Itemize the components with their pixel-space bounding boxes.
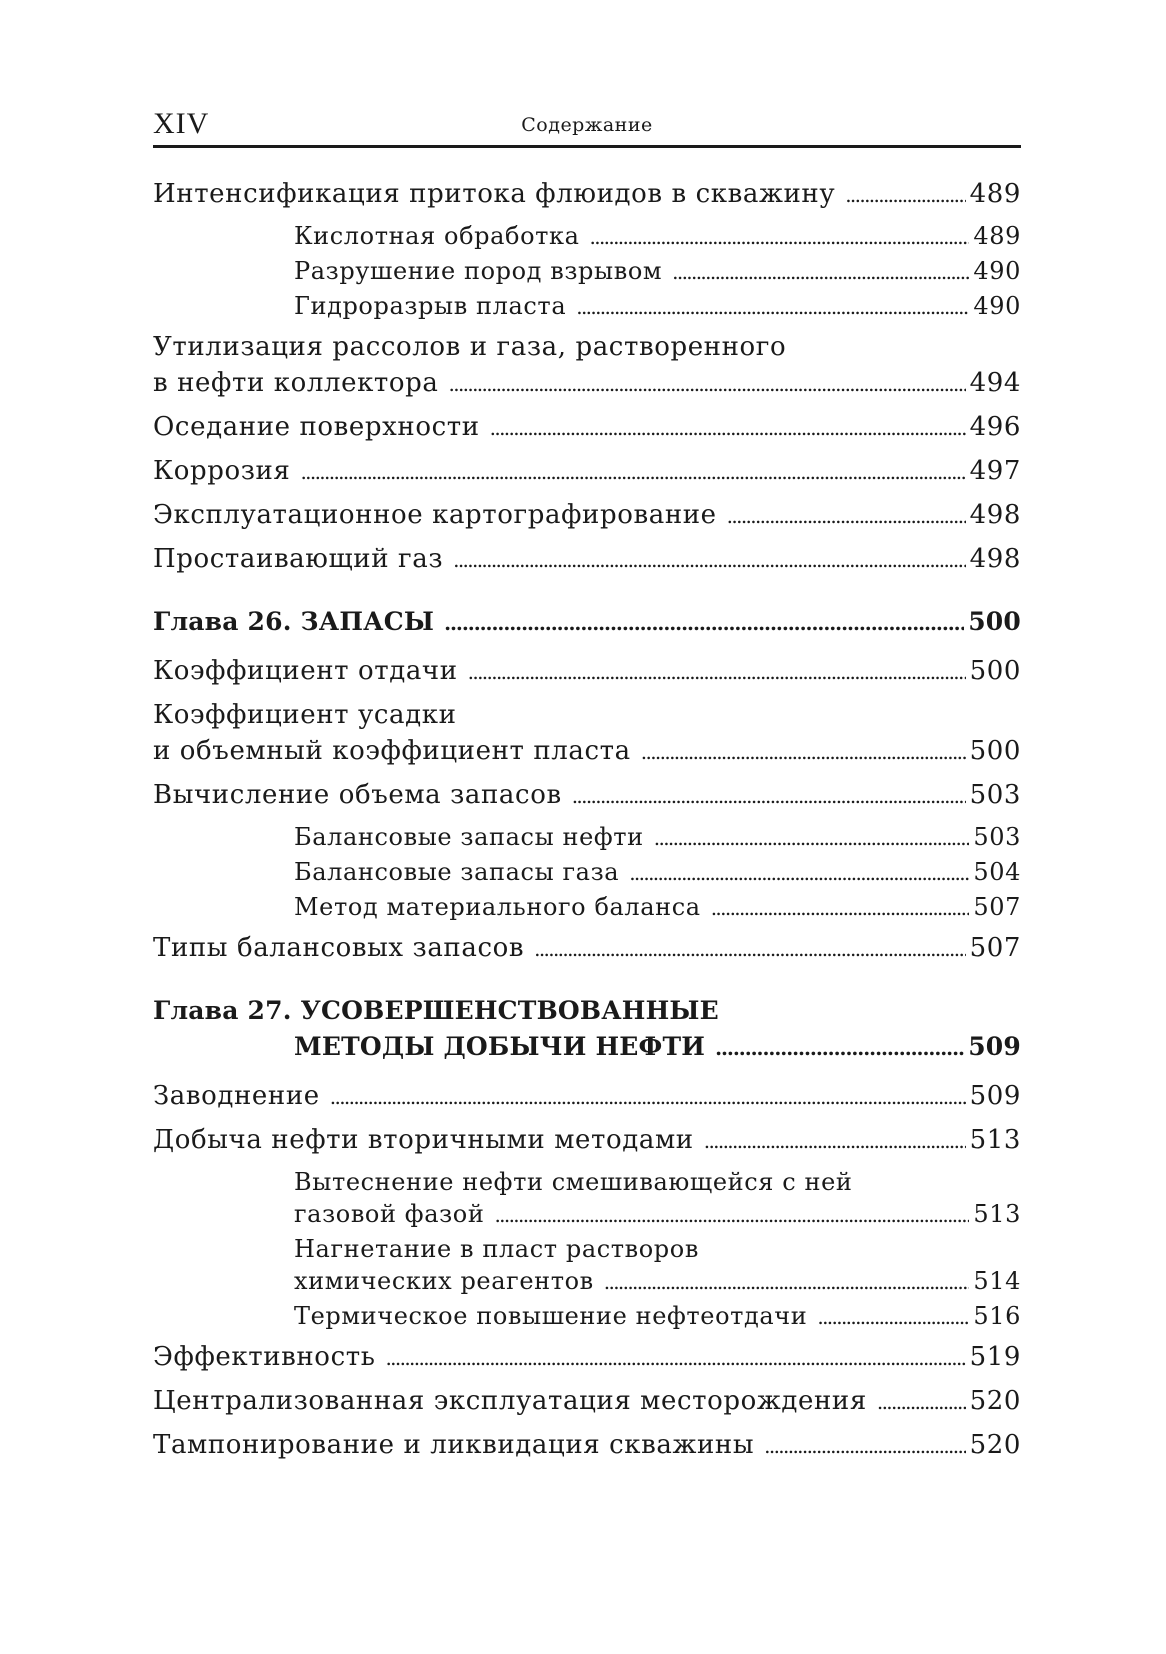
toc-entry-page: 504 [973,858,1021,886]
toc-entry-title: Коррозия [153,456,291,486]
dot-leader [444,604,964,641]
toc-entry-section [153,697,1021,770]
toc-entry-sub [153,891,1021,924]
toc-entry-title: Эффективность [153,1342,376,1372]
toc-entry-sub [153,821,1021,854]
toc-entry-page: 500 [968,607,1021,636]
running-title: Содержание [521,114,653,136]
toc-entry-title: химических реагентов [294,1267,594,1295]
toc-entry-sub [153,290,1021,323]
page-header [153,103,1021,148]
toc-entry-section [153,1078,1021,1115]
toc-entry-page: 520 [969,1430,1021,1460]
dot-leader [817,1300,969,1333]
toc-entry-page: 513 [973,1200,1021,1228]
toc-entry-title: Глава 27. УСОВЕРШЕНСТВОВАННЫЕ [153,996,719,1025]
dot-leader [490,409,966,446]
toc-entry-section [153,497,1021,534]
toc-entry-section [153,777,1021,814]
toc-entry-title: Заводнение [153,1081,320,1111]
toc-entry-title: Глава 26. ЗАПАСЫ [153,607,435,636]
toc-entry-page: 514 [973,1267,1021,1295]
toc-entry-title: Тампонирование и ликвидация скважины [153,1430,755,1460]
toc-entry-page: 496 [969,412,1021,442]
toc-entry-section [153,1427,1021,1464]
toc-entry-page: 519 [969,1342,1021,1372]
dot-leader [704,1122,966,1159]
toc-entry-title: МЕТОДЫ ДОБЫЧИ НЕФТИ [294,1032,706,1061]
toc-entry-page: 500 [969,736,1021,766]
toc-entry-section [153,409,1021,446]
toc-entry-page: 507 [969,933,1021,963]
toc-entry-page: 497 [969,456,1021,486]
toc-entry-page: 509 [969,1081,1021,1111]
toc-entry-title: Разрушение пород взрывом [294,257,663,285]
toc-entry-title: Нагнетание в пласт растворов [294,1235,699,1263]
toc-entry-title: Кислотная обработка [294,222,580,250]
toc-entry-title: Утилизация рассолов и газа, растворенного [153,332,787,362]
dot-leader [468,653,966,690]
page-number: XIV [153,107,210,140]
toc-entry-page: 513 [969,1125,1021,1155]
dot-leader [590,220,970,253]
toc-entry-title: Коэффициент отдачи [153,656,458,686]
dot-leader [877,1383,966,1420]
dot-leader [629,856,969,889]
toc-entry-page: 489 [969,179,1021,209]
dot-leader [300,453,965,490]
toc-entry-page: 498 [969,544,1021,574]
toc-entry-page: 520 [969,1386,1021,1416]
dot-leader [494,1198,969,1231]
toc-entry-sub [153,220,1021,253]
dot-leader [453,541,965,578]
dot-leader [534,930,965,967]
toc-entry-page: 509 [968,1032,1021,1061]
toc-entry-title: Централизованная эксплуатация месторождения [153,1386,867,1416]
toc-entry-sub [153,1300,1021,1333]
toc-entry-page: 507 [973,893,1021,921]
toc-entry-title: Оседание поверхности [153,412,480,442]
toc-entry-title: Вычисление объема запасов [153,780,562,810]
toc-entry-chapter [153,993,1021,1066]
toc-entry-sub [153,255,1021,288]
toc-entry-section [153,329,1021,402]
toc-entry-title: Интенсификация притока флюидов в скважину [153,179,836,209]
dot-leader [845,176,965,213]
toc-entry-section [153,930,1021,967]
toc-entry-title: Метод материального баланса [294,893,701,921]
table-of-contents [153,170,1021,1471]
toc-entry-page: 490 [973,257,1021,285]
toc-entry-sub [153,1233,1021,1298]
dot-leader [641,733,966,770]
dot-leader [572,777,966,814]
dot-leader [654,821,970,854]
dot-leader [727,497,966,534]
toc-entry-section [153,453,1021,490]
toc-entry-section [153,653,1021,690]
toc-entry-section [153,1383,1021,1420]
toc-entry-title: и объемный коэффициент пласта [153,736,631,766]
toc-entry-sub [153,1166,1021,1231]
toc-entry-section [153,176,1021,213]
toc-entry-page: 503 [969,780,1021,810]
toc-entry-page: 498 [969,500,1021,530]
toc-entry-section [153,541,1021,578]
toc-entry-page: 503 [973,823,1021,851]
dot-leader [576,290,969,323]
toc-entry-title: Термическое повышение нефтеотдачи [294,1302,808,1330]
toc-entry-page: 500 [969,656,1021,686]
toc-entry-title: Простаивающий газ [153,544,444,574]
toc-entry-title: Эксплуатационное картографирование [153,500,717,530]
dot-leader [715,1029,964,1066]
toc-entry-title: Типы балансовых запасов [153,933,525,963]
toc-entry-title: Гидроразрыв пласта [294,292,567,320]
dot-leader [385,1339,965,1376]
toc-entry-title: в нефти коллектора [153,368,439,398]
dot-leader [672,255,969,288]
toc-entry-title: Добыча нефти вторичными методами [153,1125,694,1155]
toc-entry-title: Балансовые запасы газа [294,858,620,886]
dot-leader [764,1427,965,1464]
dot-leader [711,891,970,924]
toc-entry-title: Коэффициент усадки [153,700,457,730]
toc-entry-section [153,1339,1021,1376]
dot-leader [604,1265,970,1298]
toc-entry-page: 494 [969,368,1021,398]
toc-entry-page: 516 [973,1302,1021,1330]
toc-entry-sub [153,856,1021,889]
dot-leader [449,365,966,402]
toc-entry-title: Вытеснение нефти смешивающейся с ней [294,1168,853,1196]
toc-entry-chapter [153,604,1021,641]
toc-entry-title: Балансовые запасы нефти [294,823,644,851]
toc-entry-section [153,1122,1021,1159]
dot-leader [330,1078,966,1115]
toc-entry-page: 489 [973,222,1021,250]
toc-entry-page: 490 [973,292,1021,320]
toc-entry-title: газовой фазой [294,1200,485,1228]
